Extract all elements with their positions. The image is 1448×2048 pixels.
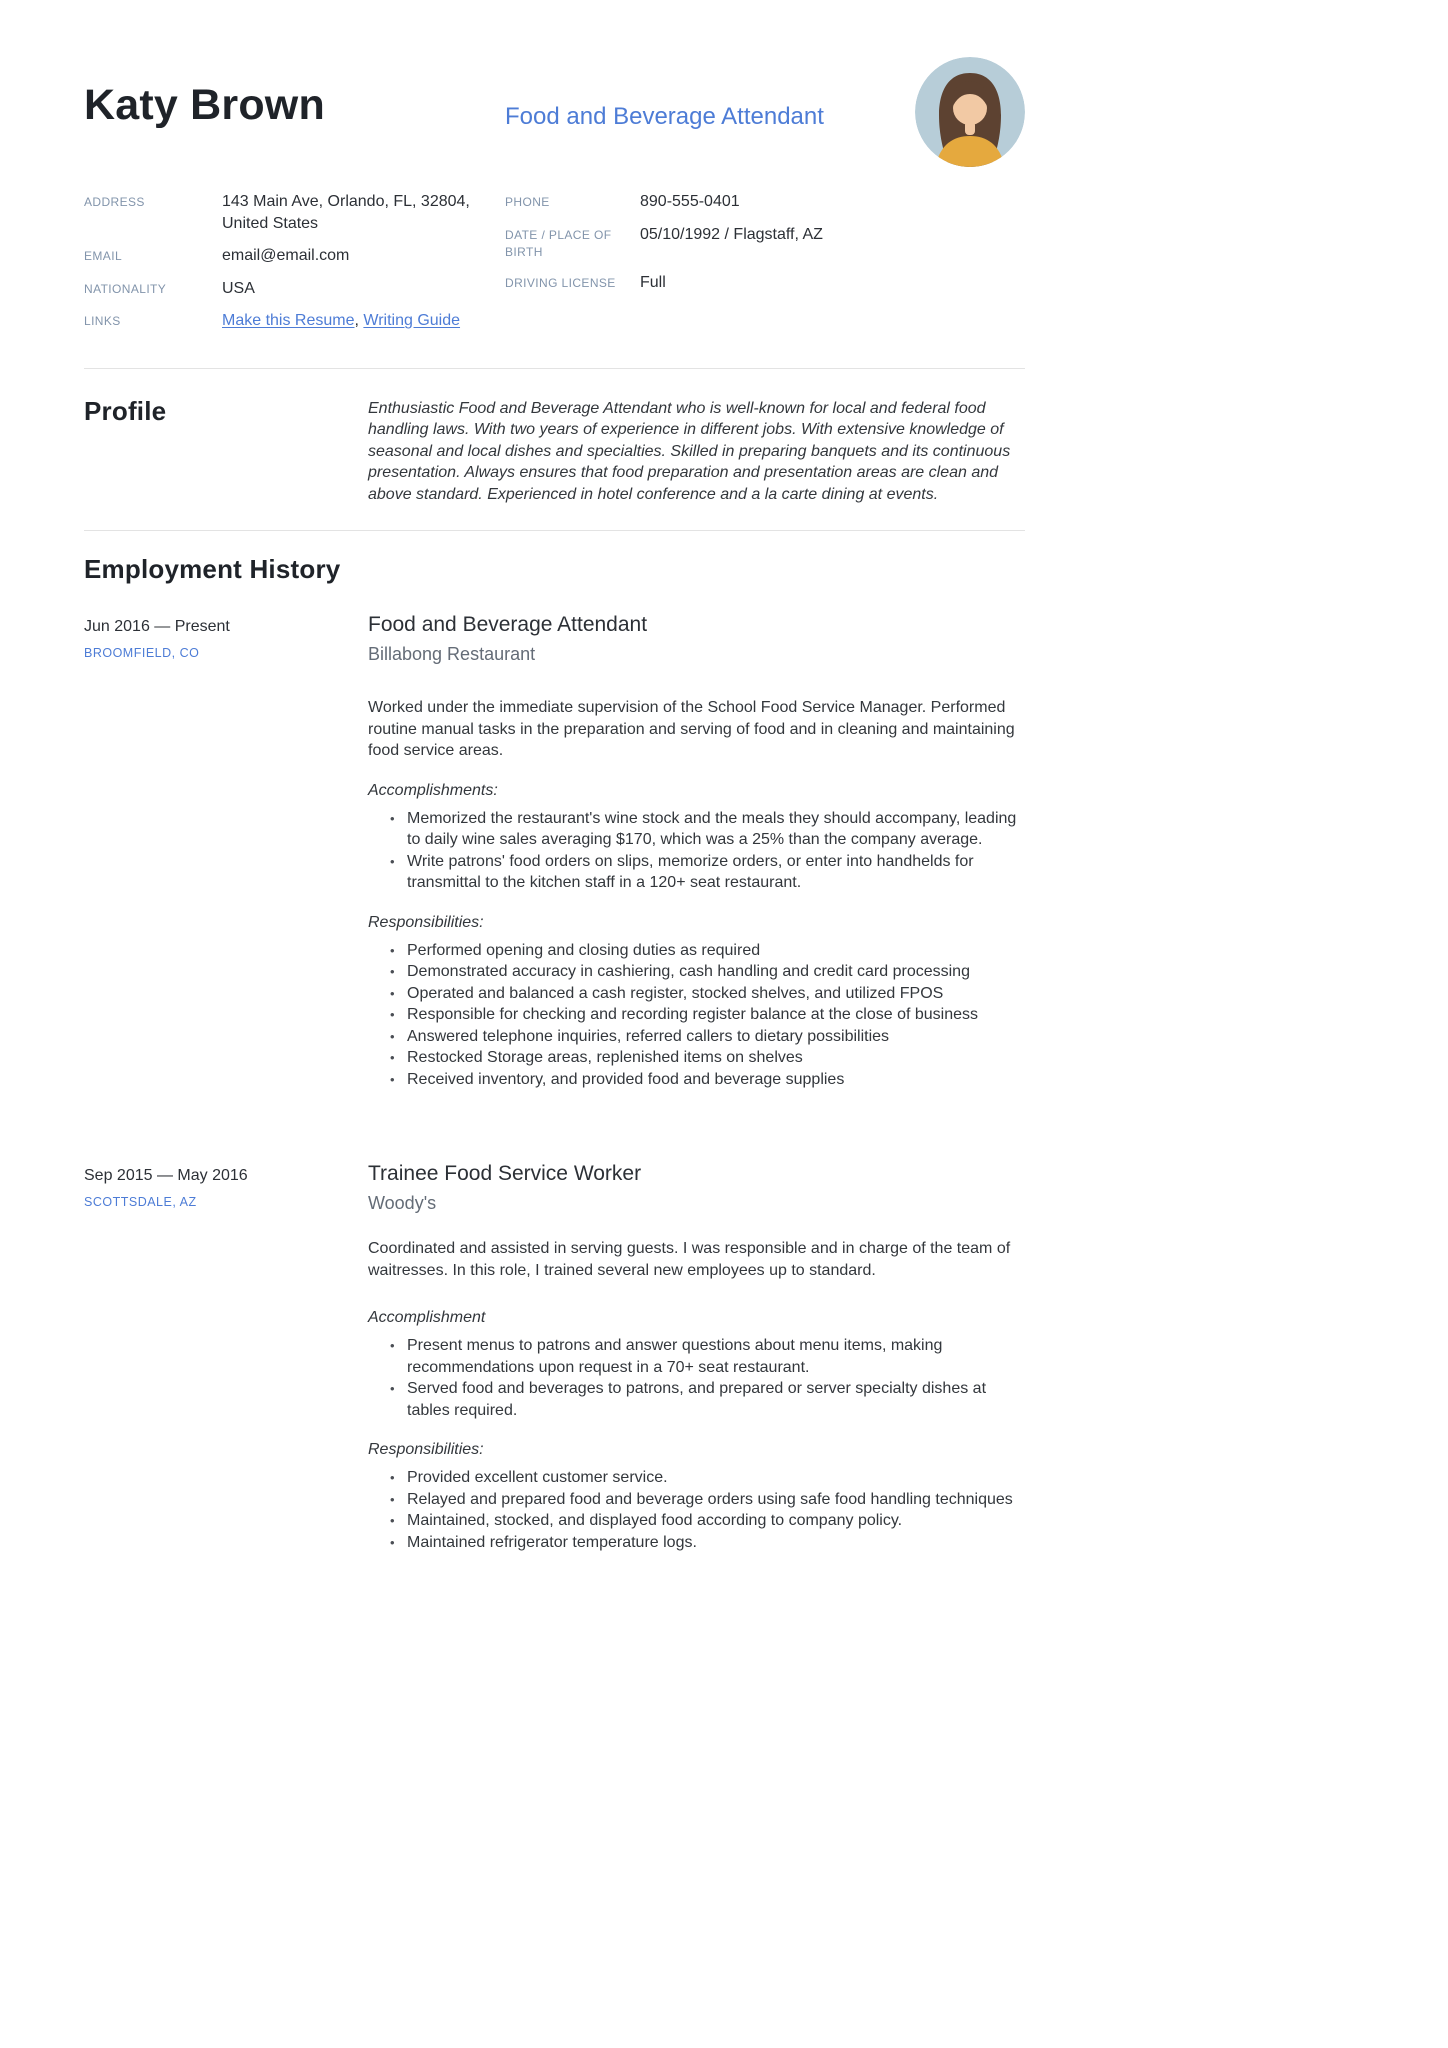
contact-column-right [505,191,1025,343]
bullet-item: • Relayed and prepared food and beverage orders using safe food handling techniques [390,1489,1025,1511]
bullet-item: • Responsible for checking and recording register balance at the close of business [390,1004,1025,1026]
bullet-group-label: Responsibilities: [368,913,484,931]
phone-label: PHONE [505,195,550,209]
bullet-item: • Operated and balanced a cash register, stocked shelves, and utilized FPOS [390,983,1025,1005]
job-headline: Food and Beverage Attendant [505,103,824,130]
contact-row-links [84,310,505,332]
job-meta [84,1162,368,1553]
job-body [368,613,1025,1090]
profile-section [84,369,1025,506]
bullet-item: • Maintained refrigerator temperature logs. [390,1532,1025,1554]
bullet-item: • Demonstrated accuracy in cashiering, cash handling and credit card processing [390,961,1025,983]
bullet-item: • Received inventory, and provided food and beverage supplies [390,1069,1025,1091]
address-value: 143 Main Ave, Orlando, FL, 32804, United States [222,193,470,232]
contact-row-birth [505,224,1025,262]
writing-guide-link[interactable]: Writing Guide [363,312,461,330]
links-value [222,310,505,332]
profile-photo [915,57,1025,167]
job-description: Worked under the immediate supervision of the School Food Service Manager. Performed routine manual tasks in the preparation and serving of food and in cleaning and maintaining food service areas. [368,699,1015,760]
bullet-item: • Maintained, stocked, and displayed food according to company policy. [390,1510,1025,1532]
profile-heading: Profile [84,395,167,426]
bullet-item: • Memorized the restaurant's wine stock and the meals they should accompany, leading to daily wine sales averaging $170, which was a 25% than the company average. [390,808,1025,851]
license-label: DRIVING LICENSE [505,276,616,291]
job-company: Woody's [368,1193,437,1214]
contact-row-address [84,191,505,234]
contact-column-left [84,191,505,343]
email-value: email@email.com [222,247,350,265]
profile-photo-illustration [915,57,1025,167]
job-dates: Sep 2015 — May 2016 [84,1167,248,1185]
bullet-item: • Write patrons' food orders on slips, memorize orders, or enter into handhelds for transmittal to the kitchen staff in a 120+ seat restaurant. [390,851,1025,894]
contact-row-license [505,272,1025,294]
job-company: Billabong Restaurant [368,644,536,665]
bullet-group-label: Accomplishments: [368,781,498,799]
bullet-item: • Provided excellent customer service. [390,1467,1025,1489]
job-entry [84,613,1025,1090]
make-this-resume-link[interactable]: Make this Resume [222,312,355,330]
phone-value: 890-555-0401 [640,193,740,210]
job-title: Trainee Food Service Worker [368,1162,642,1186]
job-meta [84,613,368,1090]
job-dates: Jun 2016 — Present [84,618,230,636]
job-body [368,1162,1025,1553]
bullet-item: • Answered telephone inquiries, referred callers to dietary possibilities [390,1026,1025,1048]
job-location: SCOTTSDALE, AZ [84,1195,197,1210]
bullet-group-label: Responsibilities: [368,1441,484,1459]
candidate-name: Katy Brown [84,81,325,129]
employment-section [84,531,1025,1553]
bullet-item: • Performed opening and closing duties as required [390,940,1025,962]
contact-row-email [84,245,505,267]
job-entry [84,1162,1025,1553]
job-location: BROOMFIELD, CO [84,646,200,661]
bullet-group-label: Accomplishment [368,1309,486,1327]
address-label: ADDRESS [84,195,145,209]
email-label: EMAIL [84,249,123,264]
bullet-list [368,1335,1025,1421]
profile-text: Enthusiastic Food and Beverage Attendant who is well-known for local and federal food handling laws. With two years of experience in different jobs. With extensive knowledge of seasonal and local dishes and specialties. Skilled in preparing banquets and its continuous presentation. Always ensures that food preparation and presentation areas are clean and above standard. Experienced in hotel conference and a la carte dining at events. [368,399,1011,503]
header [84,57,1025,169]
job-description: Coordinated and assisted in serving guests. I was responsible and in charge of the team of waitresses. In this role, I trained several new employees up to standard. [368,1240,1011,1279]
license-value: Full [640,274,666,292]
bullet-item: • Served food and beverages to patrons, and prepared or server specialty dishes at tables required. [390,1378,1025,1421]
contact-row-phone [505,191,1025,213]
contact-section [84,191,1025,343]
birth-label: DATE / PLACE OF BIRTH [505,227,612,259]
links-label: LINKS [84,314,121,329]
contact-row-nationality [84,278,505,300]
bullet-list [368,940,1025,1091]
nationality-label: NATIONALITY [84,281,167,296]
employment-heading: Employment History [84,554,341,585]
bullet-item: • Restocked Storage areas, replenished items on shelves [390,1047,1025,1069]
bullet-item: • Present menus to patrons and answer questions about menu items, making recommendations upon request in a 70+ seat restaurant. [390,1335,1025,1378]
bullet-list [368,808,1025,894]
job-title: Food and Beverage Attendant [368,613,648,637]
nationality-value: USA [222,279,255,297]
bullet-list [368,1467,1025,1553]
birth-value: 05/10/1992 / Flagstaff, AZ [640,225,823,243]
links-separator: , [354,312,364,330]
